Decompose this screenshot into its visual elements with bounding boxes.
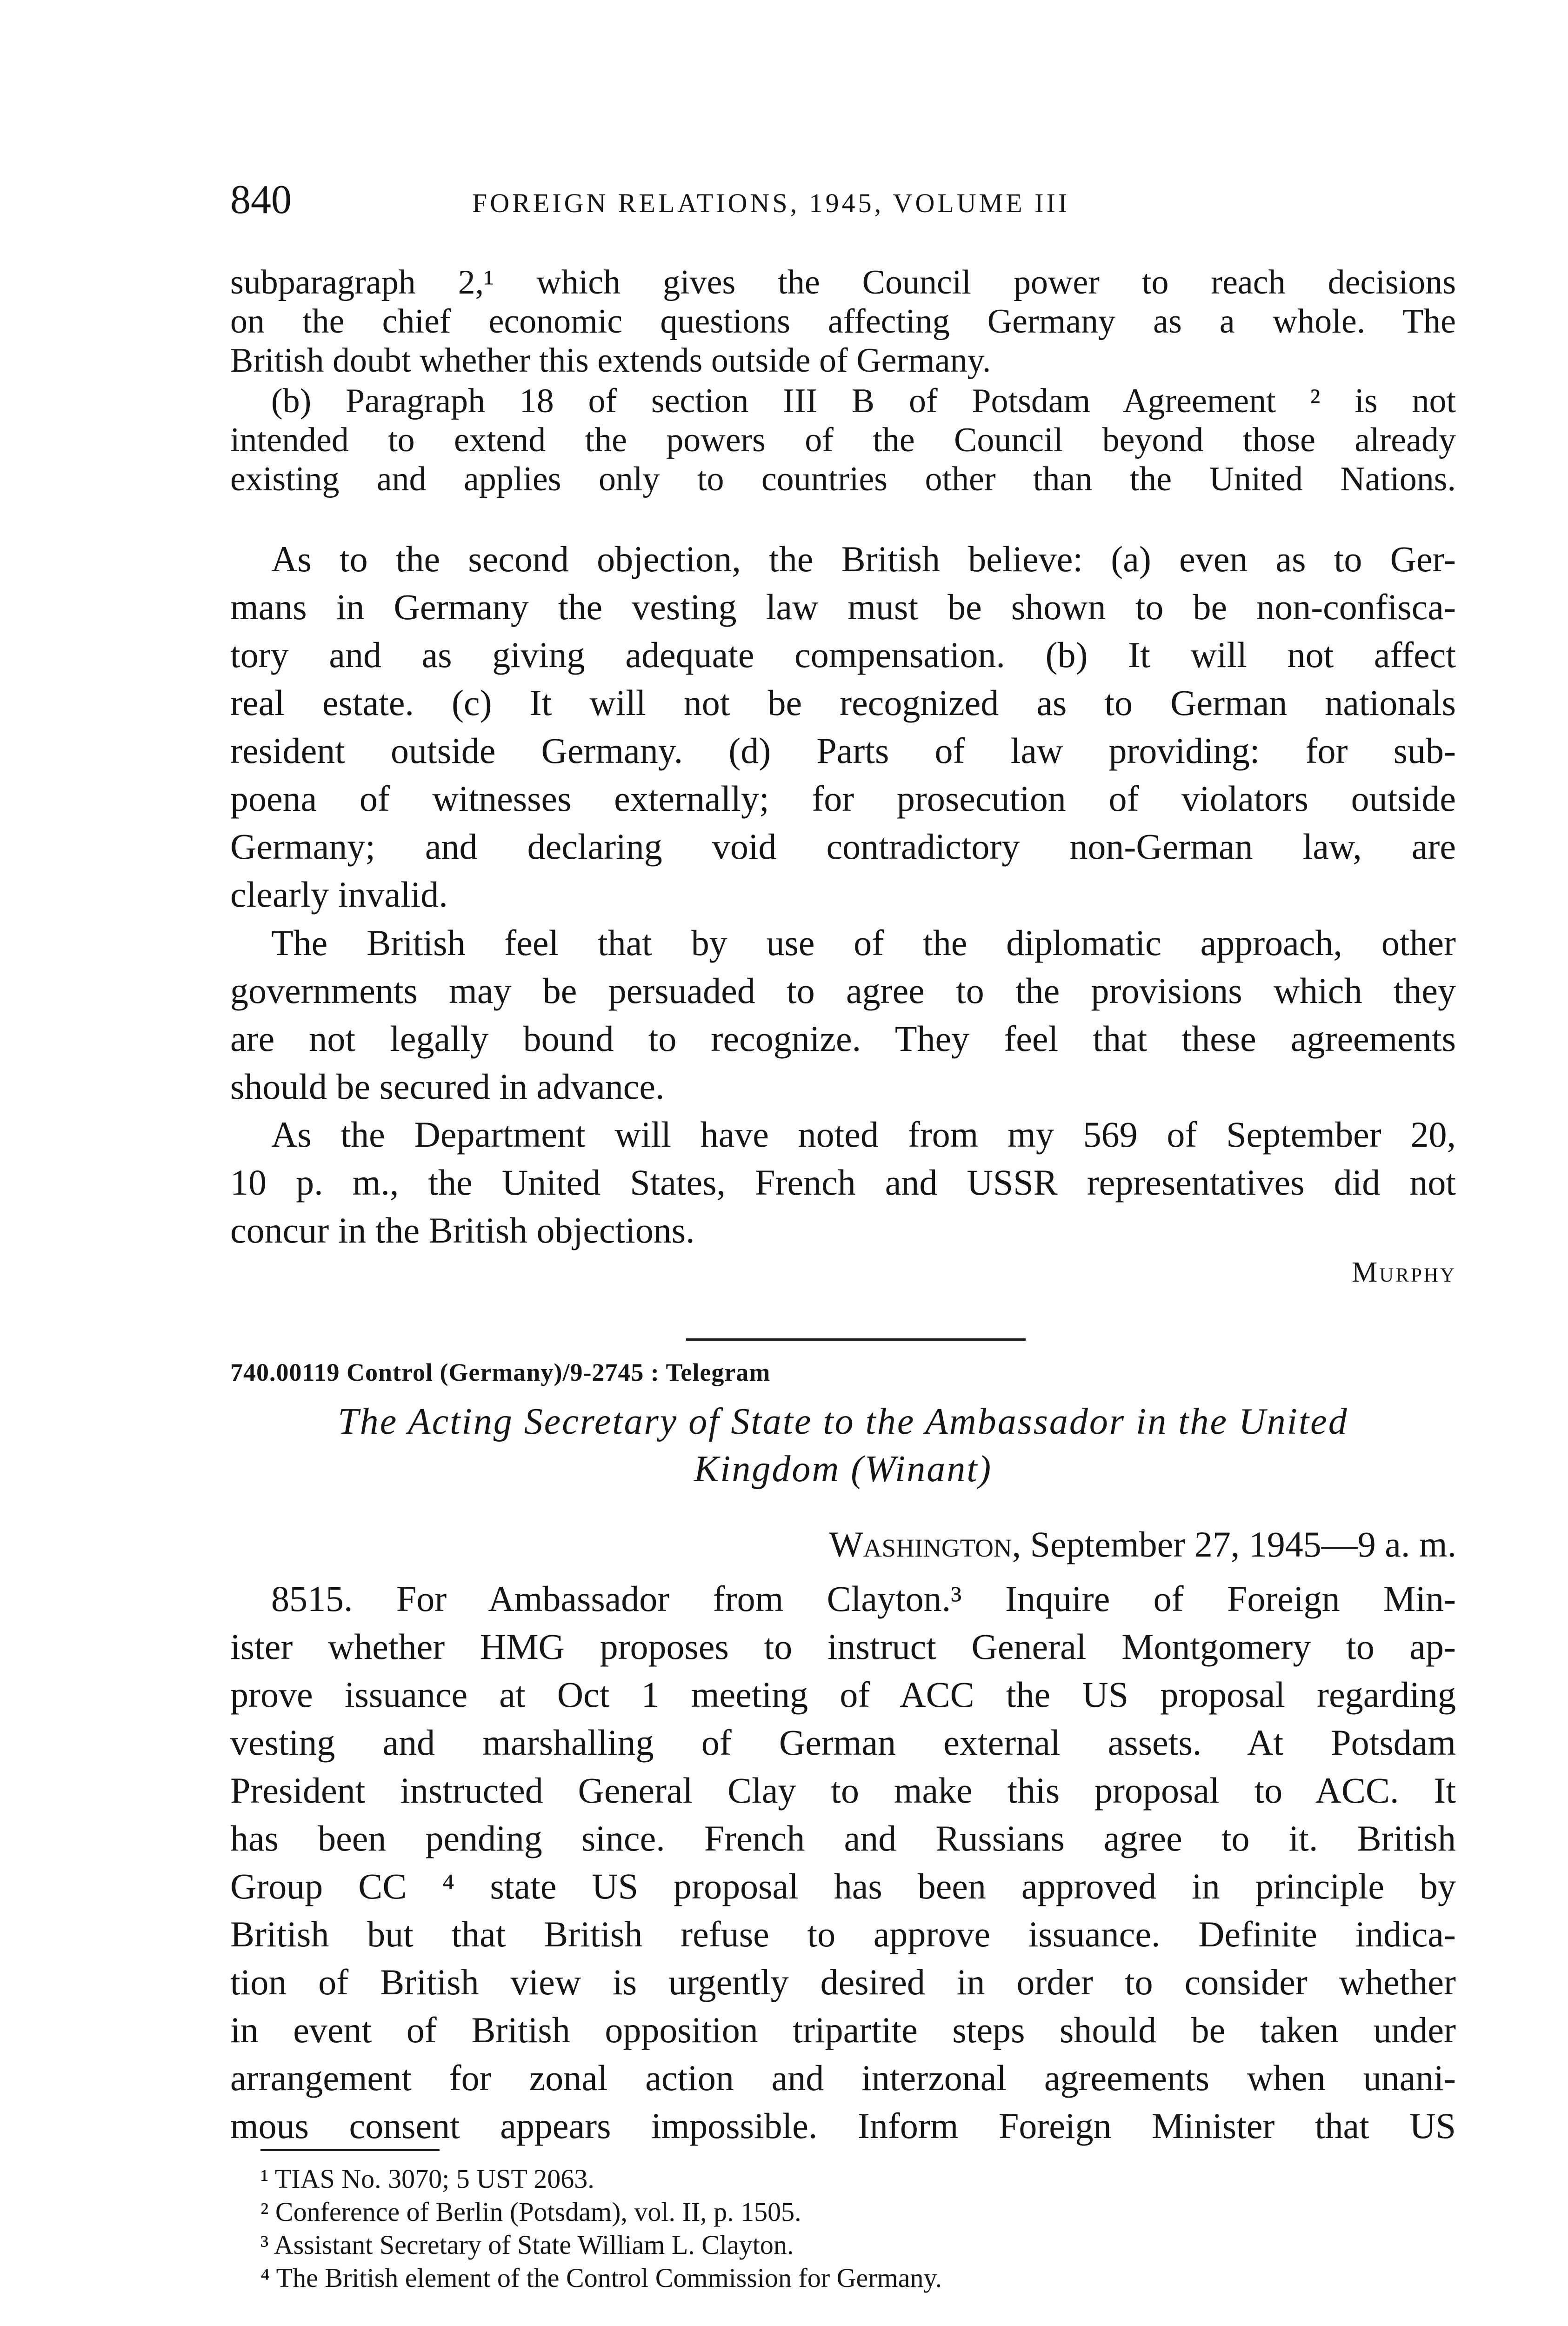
- text-line: arrangement for zonal action and interzonal agreements when unani-: [230, 2058, 1456, 2098]
- dateline-date: , September 27, 1945—9 a. m.: [1012, 1524, 1456, 1564]
- text-line: existing and applies only to countries other than the United Nations.: [230, 460, 1456, 498]
- title-line: The Acting Secretary of State to the Ambassador in the United: [338, 1401, 1348, 1442]
- text-line: British but that British refuse to approve issuance. Definite indica-: [230, 1914, 1456, 1954]
- text-line: ister whether HMG proposes to instruct General Montgomery to ap-: [230, 1626, 1456, 1667]
- text-line: real estate. (c) It will not be recognized as to German nationals: [230, 682, 1456, 723]
- footnote-divider: [260, 2149, 440, 2151]
- footnote: ³ Assistant Secretary of State William L. Clayton.: [260, 2230, 794, 2260]
- text-line: poena of witnesses externally; for prosecution of violators outside: [230, 778, 1456, 819]
- text-line: President instructed General Clay to make this proposal to ACC. It: [230, 1770, 1456, 1811]
- text-line: intended to extend the powers of the Council beyond those already: [230, 421, 1456, 459]
- text-line: in event of British opposition tripartite steps should be taken under: [230, 2010, 1456, 2050]
- department-note-paragraph: [230, 1110, 1456, 1254]
- continued-paragraph: [230, 263, 1456, 380]
- paragraph-b: [230, 381, 1456, 499]
- signature: Murphy: [1352, 1257, 1456, 1288]
- footnote: ¹ TIAS No. 3070; 5 UST 2063.: [260, 2164, 594, 2194]
- text-line: resident outside Germany. (d) Parts of law providing: for sub-: [230, 730, 1456, 771]
- title-line: Kingdom (Winant): [694, 1449, 993, 1490]
- text-line: concur in the British objections.: [230, 1210, 695, 1250]
- text-line: 10 p. m., the United States, French and USSR representatives did not: [230, 1162, 1456, 1203]
- text-line: (b) Paragraph 18 of section III B of Potsdam Agreement ² is not: [271, 382, 1456, 420]
- text-line: The British feel that by use of the diplomatic approach, other: [271, 922, 1456, 963]
- text-line: tory and as giving adequate compensation. (b) It will not affect: [230, 635, 1456, 675]
- text-line: mous consent appears impossible. Inform Foreign Minister that US: [230, 2105, 1456, 2146]
- text-line: has been pending since. French and Russians agree to it. British: [230, 1818, 1456, 1858]
- text-line: As to the second objection, the British believe: (a) even as to Ger-: [271, 539, 1456, 579]
- diplomatic-approach-paragraph: [230, 919, 1456, 1110]
- text-line: Group CC ⁴ state US proposal has been approved in principle by: [230, 1866, 1456, 1906]
- text-line: should be secured in advance.: [230, 1066, 665, 1107]
- file-reference: 740.00119 Control (Germany)/9-2745 : Telegram: [230, 1358, 771, 1386]
- running-head: FOREIGN RELATIONS, 1945, VOLUME III: [472, 188, 1070, 218]
- text-line: As the Department will have noted from my 569 of September 20,: [271, 1114, 1456, 1155]
- text-line: prove issuance at Oct 1 meeting of ACC the US proposal regarding: [230, 1674, 1456, 1715]
- dateline-place: Washington: [829, 1524, 1012, 1564]
- text-line: tion of British view is urgently desired in order to consider whether: [230, 1962, 1456, 2002]
- footnote: ⁴ The British element of the Control Commission for Germany.: [260, 2263, 942, 2293]
- second-objection-paragraph: [230, 535, 1456, 918]
- text-line: British doubt whether this extends outside of Germany.: [230, 341, 991, 380]
- document-title: [230, 1398, 1456, 1493]
- text-line: on the chief economic questions affecting Germany as a whole. The: [230, 302, 1456, 341]
- text-line: Germany; and declaring void contradictory non-German law, are: [230, 826, 1456, 867]
- text-line: clearly invalid.: [230, 874, 448, 915]
- footnote: ² Conference of Berlin (Potsdam), vol. II, p. 1505.: [260, 2197, 801, 2227]
- telegram-body: [230, 1575, 1456, 2150]
- page-number: 840: [230, 177, 292, 222]
- text-line: governments may be persuaded to agree to the provisions which they: [230, 970, 1456, 1011]
- text-line: vesting and marshalling of German external assets. At Potsdam: [230, 1722, 1456, 1763]
- section-divider: [686, 1338, 1026, 1341]
- text-line: 8515. For Ambassador from Clayton.³ Inquire of Foreign Min-: [271, 1578, 1456, 1619]
- footnotes: [260, 2162, 1330, 2294]
- dateline: [829, 1521, 1456, 1568]
- text-line: subparagraph 2,¹ which gives the Council power to reach decisions: [230, 263, 1456, 301]
- page-header: [230, 174, 1365, 226]
- text-line: are not legally bound to recognize. They feel that these agreements: [230, 1018, 1456, 1059]
- text-line: mans in Germany the vesting law must be shown to be non-confisca-: [230, 587, 1456, 627]
